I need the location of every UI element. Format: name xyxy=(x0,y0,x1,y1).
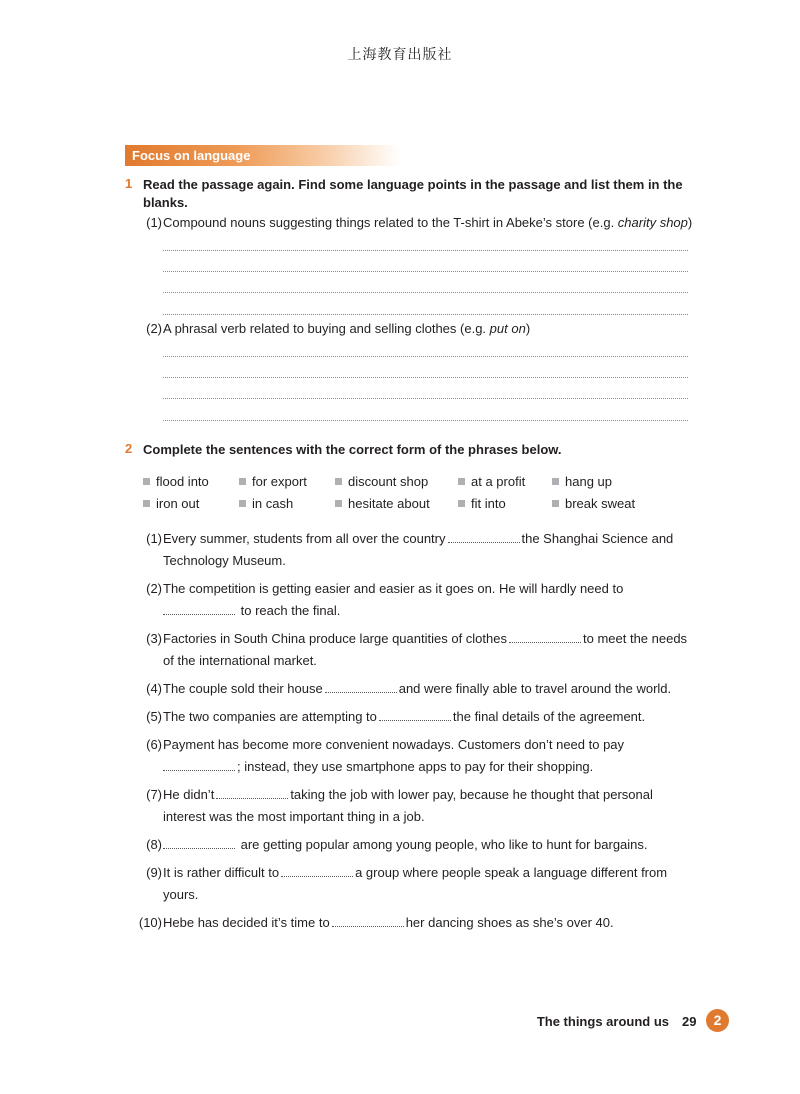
q2-item-2 xyxy=(134,578,694,622)
answer-line[interactable] xyxy=(163,377,688,378)
bullet-square-icon xyxy=(143,500,150,507)
sentence-text: interest was the most important thing in a job. xyxy=(163,808,425,824)
sentence-text: taking the job with lower pay, because he thought that personal xyxy=(290,787,653,802)
item-number: (10) xyxy=(138,915,162,930)
bullet-square-icon xyxy=(458,500,465,507)
sentence-text: The competition is getting easier and easier as it goes on. He will hardly need to xyxy=(163,581,624,596)
phrase-item: discount shop xyxy=(335,474,428,489)
answer-blank[interactable] xyxy=(216,785,288,799)
q2-item-8 xyxy=(134,834,694,856)
phrase-item: fit into xyxy=(458,496,506,511)
sentence-text: yours. xyxy=(163,886,199,902)
phrase-item: hang up xyxy=(552,474,612,489)
sentence-text: Hebe has decided it’s time to xyxy=(163,915,330,930)
item-number: (3) xyxy=(146,631,162,646)
bullet-square-icon xyxy=(143,478,150,485)
q1-item-2-close: ) xyxy=(525,321,531,336)
sentence-text: Technology Museum. xyxy=(163,552,286,568)
answer-line[interactable] xyxy=(163,420,688,421)
unit-badge: 2 xyxy=(706,1009,729,1032)
q2-item-5 xyxy=(134,706,694,728)
question-1-number: 1 xyxy=(125,176,133,191)
answer-blank[interactable] xyxy=(379,707,451,721)
item-number: (5) xyxy=(146,709,162,724)
q2-item-3 xyxy=(134,628,694,672)
q1-item-2-number: (2) xyxy=(146,321,162,336)
q1-item-1-example: charity shop xyxy=(617,215,688,230)
item-number: (2) xyxy=(146,581,162,596)
sentence-text: The couple sold their house xyxy=(163,681,323,696)
answer-blank[interactable] xyxy=(163,601,235,615)
answer-line[interactable] xyxy=(163,314,688,315)
answer-blank[interactable] xyxy=(163,757,235,771)
q2-item-9 xyxy=(134,862,694,906)
sentence-text: her dancing shoes as she’s over 40. xyxy=(405,915,614,930)
bullet-square-icon xyxy=(552,478,559,485)
phrase-item: for export xyxy=(239,474,307,489)
phrase-item: at a profit xyxy=(458,474,525,489)
q2-item-6 xyxy=(134,734,694,778)
sentence-text: the Shanghai Science and xyxy=(521,531,674,546)
question-2-number: 2 xyxy=(125,441,133,456)
bullet-square-icon xyxy=(335,478,342,485)
sentence-text: a group where people speak a language different from xyxy=(355,865,668,880)
question-1-instruction: Read the passage again. Find some language points in the passage and list them in the blanks. xyxy=(143,177,683,210)
answer-blank[interactable] xyxy=(448,529,520,543)
bullet-square-icon xyxy=(552,500,559,507)
item-number: (8) xyxy=(146,837,162,852)
answer-line[interactable] xyxy=(163,292,688,293)
item-number: (4) xyxy=(146,681,162,696)
sentence-text: ; instead, they use smartphone apps to pay for their shopping. xyxy=(237,758,594,774)
footer-unit-title: The things around us xyxy=(536,1014,669,1029)
answer-blank[interactable] xyxy=(163,835,235,849)
q1-item-1-number: (1) xyxy=(146,215,162,230)
answer-line[interactable] xyxy=(163,271,688,272)
q2-item-1 xyxy=(134,528,694,572)
item-number: (9) xyxy=(146,865,162,880)
q1-item-2-example: put on xyxy=(489,321,526,336)
q2-item-7 xyxy=(134,784,694,828)
sentence-text: Factories in South China produce large quantities of clothes xyxy=(163,631,507,646)
answer-blank[interactable] xyxy=(509,629,581,643)
sentence-text: Every summer, students from all over the country xyxy=(163,531,446,546)
bullet-square-icon xyxy=(335,500,342,507)
sentence-text: It is rather difficult to xyxy=(163,865,280,880)
q2-item-10 xyxy=(134,912,694,934)
q2-item-4 xyxy=(134,678,694,700)
sentence-text: and were finally able to travel around the world. xyxy=(398,681,672,696)
q1-item-1-text: Compound nouns suggesting things related to the T-shirt in Abeke’s store (e.g. xyxy=(163,215,618,230)
bullet-square-icon xyxy=(239,478,246,485)
publisher-name: 上海教育出版社 xyxy=(347,47,453,63)
sentence-text: The two companies are attempting to xyxy=(163,709,377,724)
answer-blank[interactable] xyxy=(281,863,353,877)
sentence-text: Payment has become more convenient nowadays. Customers don’t need to pay xyxy=(163,737,625,752)
sentence-text: to meet the needs xyxy=(582,631,688,646)
q1-item-1-close: ) xyxy=(687,215,693,230)
question-2-instruction: Complete the sentences with the correct form of the phrases below. xyxy=(143,442,562,457)
phrase-item: hesitate about xyxy=(335,496,430,511)
bullet-square-icon xyxy=(239,500,246,507)
phrase-item: in cash xyxy=(239,496,293,511)
phrase-item: iron out xyxy=(143,496,199,511)
answer-line[interactable] xyxy=(163,398,688,399)
section-title: Focus on language xyxy=(125,145,400,166)
answer-blank[interactable] xyxy=(332,913,404,927)
sentence-text: the final details of the agreement. xyxy=(452,709,646,724)
item-number: (1) xyxy=(146,531,162,546)
item-number: (7) xyxy=(146,787,162,802)
sentence-text: of the international market. xyxy=(163,652,317,668)
answer-line[interactable] xyxy=(163,356,688,357)
sentence-text: are getting popular among young people, who like to hunt for bargains. xyxy=(240,837,648,852)
bullet-square-icon xyxy=(458,478,465,485)
answer-blank[interactable] xyxy=(325,679,397,693)
sentence-text: to reach the final. xyxy=(240,602,341,618)
sentence-text: He didn’t xyxy=(163,787,215,802)
phrase-item: break sweat xyxy=(552,496,635,511)
q1-item-2-text: A phrasal verb related to buying and selling clothes (e.g. xyxy=(163,321,490,336)
page-number: 29 xyxy=(682,1014,697,1029)
answer-line[interactable] xyxy=(163,250,688,251)
item-number: (6) xyxy=(146,737,162,752)
phrase-item: flood into xyxy=(143,474,209,489)
